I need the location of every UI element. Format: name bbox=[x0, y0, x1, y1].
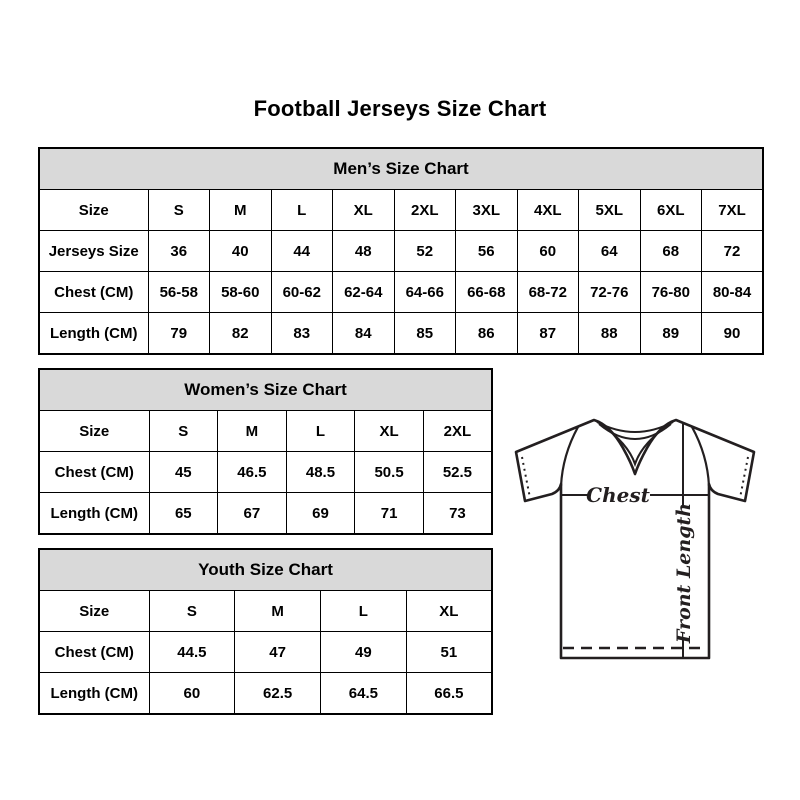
row-label-cell: Chest (CM) bbox=[39, 452, 149, 493]
size-value-cell: S bbox=[149, 411, 218, 452]
row-label-cell: Length (CM) bbox=[39, 673, 149, 715]
size-value-cell: 83 bbox=[271, 313, 333, 355]
size-value-cell: XL bbox=[355, 411, 424, 452]
womens-size-table bbox=[38, 368, 493, 535]
size-value-cell: 89 bbox=[640, 313, 702, 355]
table-row bbox=[39, 591, 492, 632]
size-value-cell: S bbox=[149, 591, 235, 632]
size-value-cell: XL bbox=[406, 591, 492, 632]
size-value-cell: M bbox=[218, 411, 287, 452]
size-value-cell: 50.5 bbox=[355, 452, 424, 493]
size-value-cell: 46.5 bbox=[218, 452, 287, 493]
size-value-cell: 3XL bbox=[456, 190, 518, 231]
size-value-cell: 80-84 bbox=[702, 272, 764, 313]
youth-size-table bbox=[38, 548, 493, 715]
front-length-label: Front Length bbox=[673, 502, 695, 644]
table-row bbox=[39, 272, 763, 313]
size-value-cell: 60 bbox=[149, 673, 235, 715]
jersey-outline bbox=[516, 420, 754, 658]
size-value-cell: 73 bbox=[423, 493, 492, 535]
size-value-cell: 65 bbox=[149, 493, 218, 535]
size-value-cell: 6XL bbox=[640, 190, 702, 231]
size-value-cell: 2XL bbox=[394, 190, 456, 231]
size-value-cell: 49 bbox=[321, 632, 407, 673]
table-row bbox=[39, 493, 492, 535]
page-title: Football Jerseys Size Chart bbox=[253, 96, 547, 121]
size-value-cell: 51 bbox=[406, 632, 492, 673]
size-value-cell: 76-80 bbox=[640, 272, 702, 313]
jersey-measurement-diagram bbox=[504, 410, 768, 672]
size-value-cell: 36 bbox=[148, 231, 210, 272]
size-value-cell: S bbox=[148, 190, 210, 231]
size-value-cell: 86 bbox=[456, 313, 518, 355]
size-value-cell: 62-64 bbox=[333, 272, 395, 313]
size-value-cell: 68 bbox=[640, 231, 702, 272]
youth-table-title: Youth Size Chart bbox=[39, 549, 492, 591]
size-value-cell: 40 bbox=[210, 231, 272, 272]
table-row bbox=[39, 673, 492, 715]
size-value-cell: 85 bbox=[394, 313, 456, 355]
size-value-cell: 2XL bbox=[423, 411, 492, 452]
table-row bbox=[39, 231, 763, 272]
mens-table-title: Men’s Size Chart bbox=[39, 148, 763, 190]
size-value-cell: 52.5 bbox=[423, 452, 492, 493]
size-value-cell: 71 bbox=[355, 493, 424, 535]
row-label-cell: Chest (CM) bbox=[39, 632, 149, 673]
size-value-cell: L bbox=[271, 190, 333, 231]
size-value-cell: 44.5 bbox=[149, 632, 235, 673]
table-row bbox=[39, 190, 763, 231]
size-value-cell: 5XL bbox=[579, 190, 641, 231]
size-value-cell: 60 bbox=[517, 231, 579, 272]
size-value-cell: 4XL bbox=[517, 190, 579, 231]
size-value-cell: 44 bbox=[271, 231, 333, 272]
size-value-cell: 48.5 bbox=[286, 452, 355, 493]
table-row bbox=[39, 632, 492, 673]
size-value-cell: 84 bbox=[333, 313, 395, 355]
size-value-cell: 87 bbox=[517, 313, 579, 355]
table-title-row bbox=[39, 148, 763, 190]
size-value-cell: 60-62 bbox=[271, 272, 333, 313]
size-value-cell: 68-72 bbox=[517, 272, 579, 313]
size-value-cell: 47 bbox=[235, 632, 321, 673]
size-value-cell: M bbox=[210, 190, 272, 231]
table-row bbox=[39, 313, 763, 355]
row-label-cell: Size bbox=[39, 591, 149, 632]
size-value-cell: 82 bbox=[210, 313, 272, 355]
size-value-cell: 72 bbox=[702, 231, 764, 272]
row-label-cell: Size bbox=[39, 411, 149, 452]
size-value-cell: 64 bbox=[579, 231, 641, 272]
size-value-cell: 58-60 bbox=[210, 272, 272, 313]
size-value-cell: L bbox=[321, 591, 407, 632]
size-value-cell: 88 bbox=[579, 313, 641, 355]
size-value-cell: 48 bbox=[333, 231, 395, 272]
size-value-cell: 56 bbox=[456, 231, 518, 272]
row-label-cell: Jerseys Size bbox=[39, 231, 148, 272]
size-value-cell: 79 bbox=[148, 313, 210, 355]
womens-table-title: Women’s Size Chart bbox=[39, 369, 492, 411]
row-label-cell: Chest (CM) bbox=[39, 272, 148, 313]
table-title-row bbox=[39, 369, 492, 411]
table-row bbox=[39, 411, 492, 452]
table-row bbox=[39, 452, 492, 493]
size-value-cell: 62.5 bbox=[235, 673, 321, 715]
size-value-cell: 56-58 bbox=[148, 272, 210, 313]
size-value-cell: 69 bbox=[286, 493, 355, 535]
row-label-cell: Length (CM) bbox=[39, 493, 149, 535]
size-value-cell: L bbox=[286, 411, 355, 452]
size-value-cell: XL bbox=[333, 190, 395, 231]
table-title-row bbox=[39, 549, 492, 591]
size-value-cell: 64.5 bbox=[321, 673, 407, 715]
row-label-cell: Size bbox=[39, 190, 148, 231]
size-value-cell: 45 bbox=[149, 452, 218, 493]
size-value-cell: 64-66 bbox=[394, 272, 456, 313]
size-value-cell: M bbox=[235, 591, 321, 632]
size-value-cell: 66-68 bbox=[456, 272, 518, 313]
row-label-cell: Length (CM) bbox=[39, 313, 148, 355]
jersey-icon bbox=[504, 410, 768, 672]
chest-label: Chest bbox=[586, 483, 650, 507]
size-value-cell: 90 bbox=[702, 313, 764, 355]
mens-size-table bbox=[38, 147, 764, 355]
size-value-cell: 67 bbox=[218, 493, 287, 535]
size-value-cell: 52 bbox=[394, 231, 456, 272]
size-value-cell: 7XL bbox=[702, 190, 764, 231]
size-value-cell: 66.5 bbox=[406, 673, 492, 715]
size-value-cell: 72-76 bbox=[579, 272, 641, 313]
